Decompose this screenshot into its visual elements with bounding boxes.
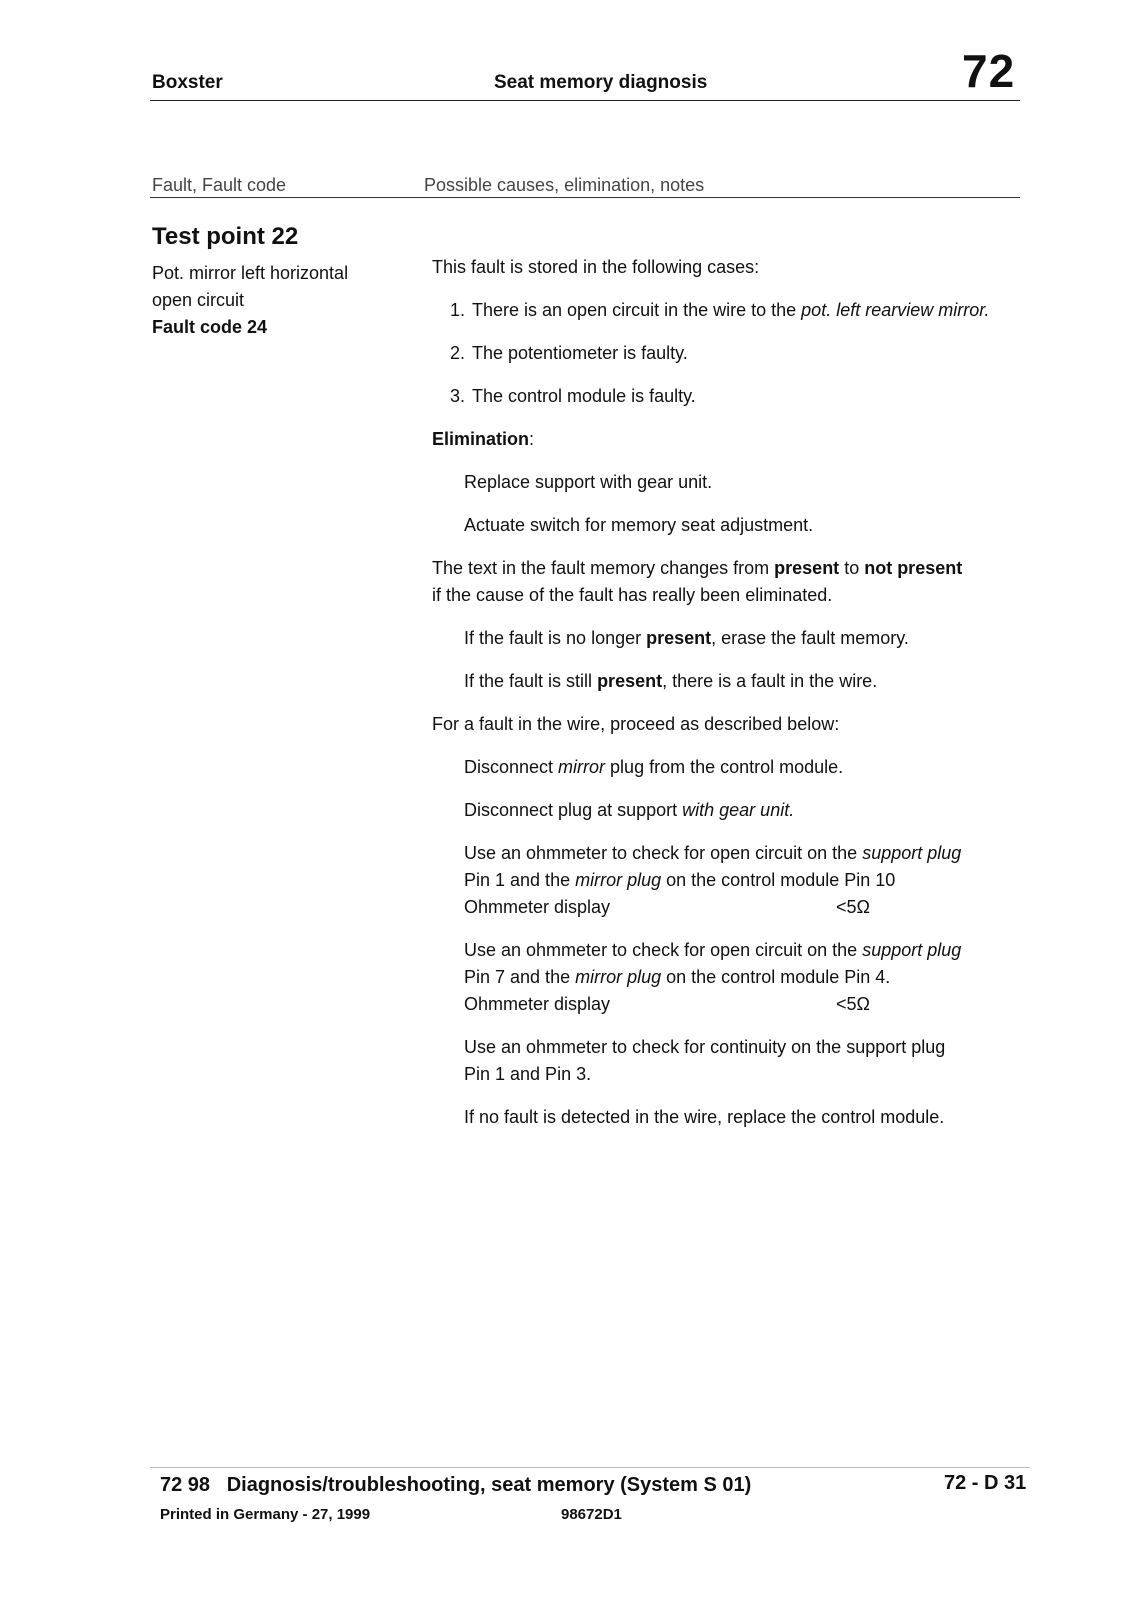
step-check-pin7-pin4: Use an ohmmeter to check for open circuit on the support plug Pin 7 and the mirror plug on the control module Pin 4. Ohmmeter display <5Ω [432, 937, 1032, 1018]
column-heading-divider [150, 197, 1020, 198]
wire-fault-intro: For a fault in the wire, proceed as described below: [432, 714, 840, 734]
test-point-title: Test point 22 [152, 223, 299, 250]
step-replace: Replace support with gear unit. [464, 472, 713, 492]
column-heading-causes: Possible causes, elimination, notes [424, 175, 705, 195]
fault-description-line1: Pot. mirror left horizontal [152, 263, 349, 283]
footer-document-title: 72 98 Diagnosis/troubleshooting, seat memory (System S 01) [160, 1474, 752, 1496]
fault-code: Fault code 24 [152, 317, 268, 337]
footer-printed-note: Printed in Germany - 27, 1999 [160, 1506, 371, 1523]
causes-column [432, 254, 1032, 1147]
header-divider [150, 100, 1020, 101]
step-replace-control-module: If no fault is detected in the wire, replace the control module. [464, 1107, 945, 1127]
elimination-heading: Elimination: [432, 429, 535, 449]
intro-text: This fault is stored in the following cases: [432, 257, 760, 277]
no-longer-present-note: If the fault is no longer present, erase the fault memory. [464, 628, 909, 648]
fault-description-line2: open circuit [152, 290, 245, 310]
case-item-1: 1. There is an open circuit in the wire to the pot. left rearview mirror. [450, 300, 990, 320]
step-disconnect-mirror: Disconnect mirror plug from the control module. [464, 757, 844, 777]
header-title: Seat memory diagnosis [494, 72, 708, 93]
footer-document-code: 98672D1 [561, 1506, 622, 1523]
case-item-3: 3. The control module is faulty. [450, 386, 696, 406]
fault-column [152, 222, 402, 341]
case-item-2: 2. The potentiometer is faulty. [450, 343, 688, 363]
column-heading-fault: Fault, Fault code [152, 175, 287, 195]
fault-memory-note: The text in the fault memory changes from present to not present if the cause of the fault has really been eliminated. [432, 558, 963, 605]
still-present-note: If the fault is still present, there is a fault in the wire. [464, 671, 878, 691]
header-model: Boxster [152, 72, 223, 93]
step-check-pin1-pin10: Use an ohmmeter to check for open circuit on the support plug Pin 1 and the mirror plug on the control module Pin 10 Ohmmeter display <5Ω [432, 840, 1032, 921]
step-disconnect-support: Disconnect plug at support with gear unit. [464, 800, 795, 820]
step-actuate: Actuate switch for memory seat adjustment. [464, 515, 814, 535]
ohmmeter-reading-row: Ohmmeter display <5Ω [464, 994, 870, 1014]
footer-divider [150, 1467, 1030, 1468]
step-check-continuity: Use an ohmmeter to check for continuity on the support plug Pin 1 and Pin 3. [464, 1037, 946, 1084]
ohmmeter-reading-row: Ohmmeter display <5Ω [464, 897, 870, 917]
footer-page-number: 72 - D 31 [944, 1472, 1027, 1494]
header-chapter-number: 72 [962, 45, 1016, 97]
